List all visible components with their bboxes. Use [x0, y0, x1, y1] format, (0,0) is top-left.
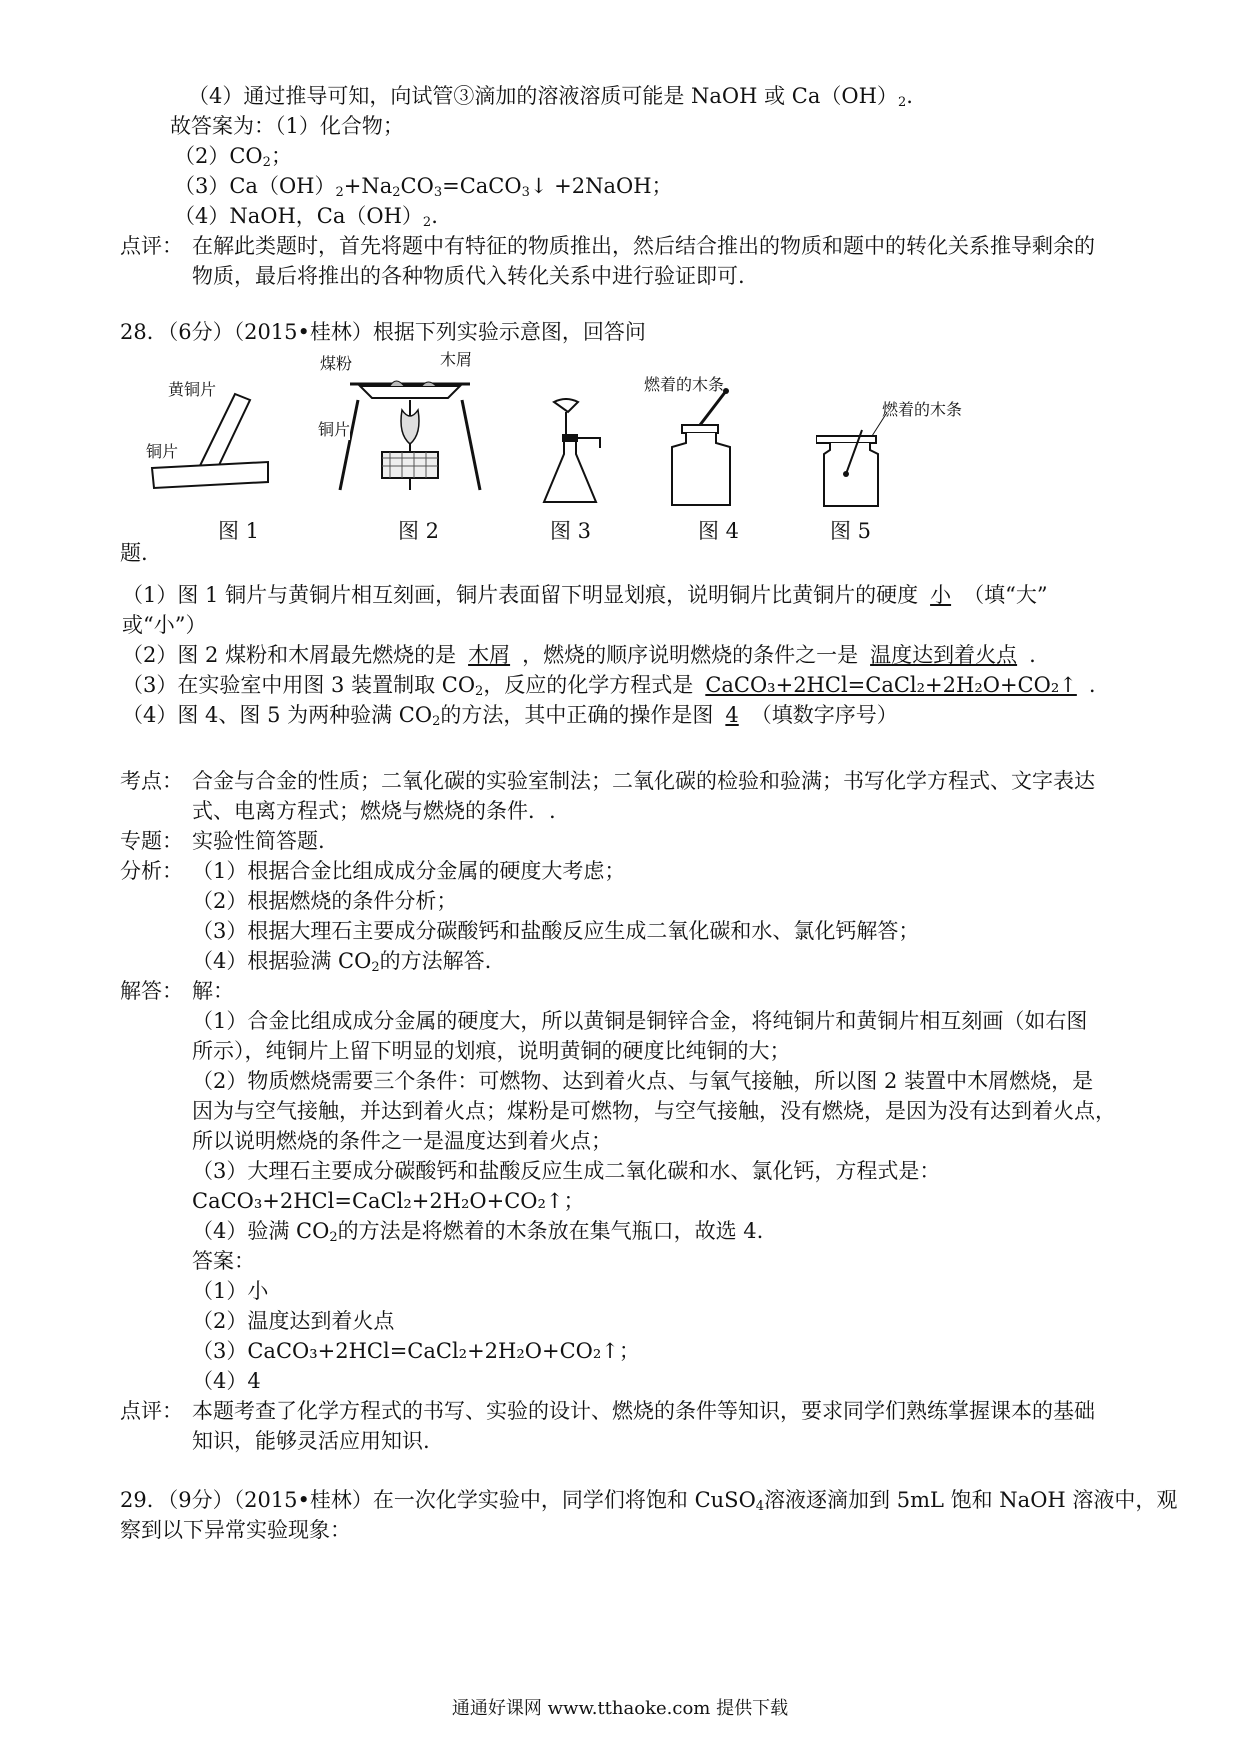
kaodian-line-1: 合金与合金的性质；二氧化碳的实验室制法；二氧化碳的检验和验满；书写化学方程式、文字表达 — [192, 769, 1095, 793]
figure-2 — [318, 350, 490, 500]
zhuanti-label: 专题： — [120, 829, 183, 853]
figure-4 — [644, 375, 800, 510]
daan-heading: 答案： — [192, 1249, 255, 1273]
page-footer: 通通好课网 www.tthaoke.com 提供下载 — [451, 1698, 789, 1719]
prev-comment-label: 点评： — [120, 234, 183, 258]
q28-sub3: （3）在实验室中用图 3 装置制取 $CO_2$，反应的化学方程式是 CaCO₃+2HCl=CaCl₂+2H₂O+CO₂↑ . — [122, 670, 1096, 700]
q28-sub4: （4）图 4、图 5 为两种验满 $CO_2$的方法，其中正确的操作是图 4 （填数字序号） — [122, 700, 898, 730]
fig4-burning-stick-label: 燃着的木条 — [644, 375, 725, 394]
fig2-coal-label: 煤粉 — [320, 354, 353, 373]
daan-line-3: （3）CaCO₃+2HCl=CaCl₂+2H₂O+CO₂↑； — [192, 1339, 640, 1363]
jieda-line-0: 解： — [192, 979, 234, 1003]
zhuanti-text: 实验性简答题. — [192, 829, 325, 853]
jieda-line-3: （2）物质燃烧需要三个条件：可燃物、达到着火点、与氧气接触，所以图 2 装置中木屑燃烧，是 — [192, 1069, 1094, 1093]
daan-line-1: （1）小 — [192, 1279, 269, 1303]
fenxi-line-4: （4）根据验满 $CO_2$的方法解答. — [192, 949, 492, 975]
prev-answer-line-4: （4）NaOH，$Ca(OH)_2$. — [174, 204, 438, 230]
prev-answer-4: （4）通过推导可知，向试管③滴加的溶液溶质可能是 NaOH 或 $Ca(OH)_2$. — [188, 84, 913, 110]
prev-answer-line-3: $(3)Ca(OH)_2+Na_2CO_3=CaCO_3↓$ +2NaOH； — [174, 174, 673, 200]
jieda-line-1: （1）合金比组成成分金属的硬度大，所以黄铜是铜锌合金，将纯铜片和黄铜片相互刻画（如右图 — [192, 1009, 1088, 1033]
prev-comment-line-2: 物质，最后将推出的各种物质代入转化关系中进行验证即可. — [192, 264, 745, 288]
kaodian-line-2: 式、电离方程式；燃烧与燃烧的条件．. — [192, 799, 556, 823]
fig1-brass-label: 黄铜片 — [168, 380, 217, 399]
q29-line-2: 察到以下异常实验现象： — [120, 1518, 351, 1542]
q28-sub2: （2）图 2 煤粉和木屑最先燃烧的是 木屑 ，燃烧的顺序说明燃烧的条件之一是 温度达到着火点 . — [122, 640, 1036, 670]
q28-sub3-answer: CaCO₃+2HCl=CaCl₂+2H₂O+CO₂↑ — [705, 673, 1077, 697]
fig3-caption: 图 3 — [550, 519, 592, 543]
q28-title: 28．（6分）（2015•桂林）根据下列实验示意图，回答问 — [120, 320, 646, 344]
fenxi-line-3: （3）根据大理石主要成分碳酸钙和盐酸反应生成二氧化碳和水、氯化钙解答； — [192, 919, 920, 943]
prev-answer-heading: 故答案为：（1）化合物； — [170, 114, 404, 138]
dianping-line-1: 本题考查了化学方程式的书写、实验的设计、燃烧的条件等知识，要求同学们熟练掌握课本的基础 — [192, 1399, 1095, 1423]
prev-comment-line-1: 在解此类题时，首先将题中有特征的物质推出，然后结合推出的物质和题中的转化关系推导剩余的 — [192, 234, 1095, 258]
daan-line-2: （2）温度达到着火点 — [192, 1309, 395, 1333]
gas-bottle-fig4-diagram — [660, 385, 800, 510]
fenxi-line-1: （1）根据合金比组成成分金属的硬度大考虑； — [192, 859, 626, 883]
dianping-label: 点评： — [120, 1399, 183, 1423]
fig2-wood-label: 木屑 — [440, 350, 473, 369]
fig5-caption: 图 5 — [830, 519, 872, 543]
co2-generator-flask-diagram — [540, 398, 620, 508]
q28-sub2-answer-1: 木屑 — [468, 643, 511, 667]
figure-5 — [816, 400, 1016, 510]
jieda-line-6: （3）大理石主要成分碳酸钙和盐酸反应生成二氧化碳和水、氯化钙，方程式是： — [192, 1159, 941, 1183]
figure-1 — [146, 380, 280, 492]
jieda-line-7: CaCO₃+2HCl=CaCl₂+2H₂O+CO₂↑； — [192, 1189, 585, 1213]
q28-sub1-line-1: （1）图 1 铜片与黄铜片相互刻画，铜片表面留下明显划痕，说明铜片比黄铜片的硬度 小 （填“大” — [122, 580, 1048, 610]
jieda-label: 解答： — [120, 979, 183, 1003]
fig2-caption: 图 2 — [398, 519, 440, 543]
figure-3 — [540, 398, 620, 508]
jieda-line-8: （4）验满 $CO_2$的方法是将燃着的木条放在集气瓶口，故选 4. — [192, 1219, 764, 1245]
prev-answer-line-2: $(2)CO_2$； — [174, 144, 292, 170]
q28-sub2-answer-2: 温度达到着火点 — [870, 643, 1018, 667]
q28-title-end: 题. — [120, 541, 148, 565]
jieda-line-2: 所示），纯铜片上留下明显的划痕，说明黄铜的硬度比纯铜的大； — [192, 1039, 791, 1063]
jieda-line-5: 所以说明燃烧的条件之一是温度达到着火点； — [192, 1129, 612, 1153]
q28-sub1-answer: 小 — [930, 583, 952, 607]
q29-line-1: 29．（9分）（2015•桂林）在一次化学实验中，同学们将饱和 CuSO$_4$溶液逐滴加到 5mL 饱和 NaOH 溶液中，观 — [120, 1488, 1178, 1514]
q28-sub1-line-2: 或“小”） — [122, 613, 207, 637]
fig1-copper-label: 铜片 — [146, 442, 179, 461]
kaodian-label: 考点： — [120, 769, 183, 793]
tripod-burning-diagram — [330, 350, 490, 500]
fig2-copper-label: 铜片 — [318, 420, 351, 439]
fig5-burning-stick-label: 燃着的木条 — [882, 400, 963, 419]
q28-sub4-answer: 4 — [725, 703, 739, 727]
daan-line-4: （4）4 — [192, 1369, 261, 1393]
dianping-line-2: 知识，能够灵活应用知识. — [192, 1429, 430, 1453]
fenxi-line-2: （2）根据燃烧的条件分析； — [192, 889, 458, 913]
fig4-caption: 图 4 — [698, 519, 740, 543]
jieda-line-4: 因为与空气接触，并达到着火点；煤粉是可燃物，与空气接触，没有燃烧，是因为没有达到着火点， — [192, 1099, 1116, 1123]
fig1-caption: 图 1 — [218, 519, 260, 543]
fenxi-label: 分析： — [120, 859, 183, 883]
